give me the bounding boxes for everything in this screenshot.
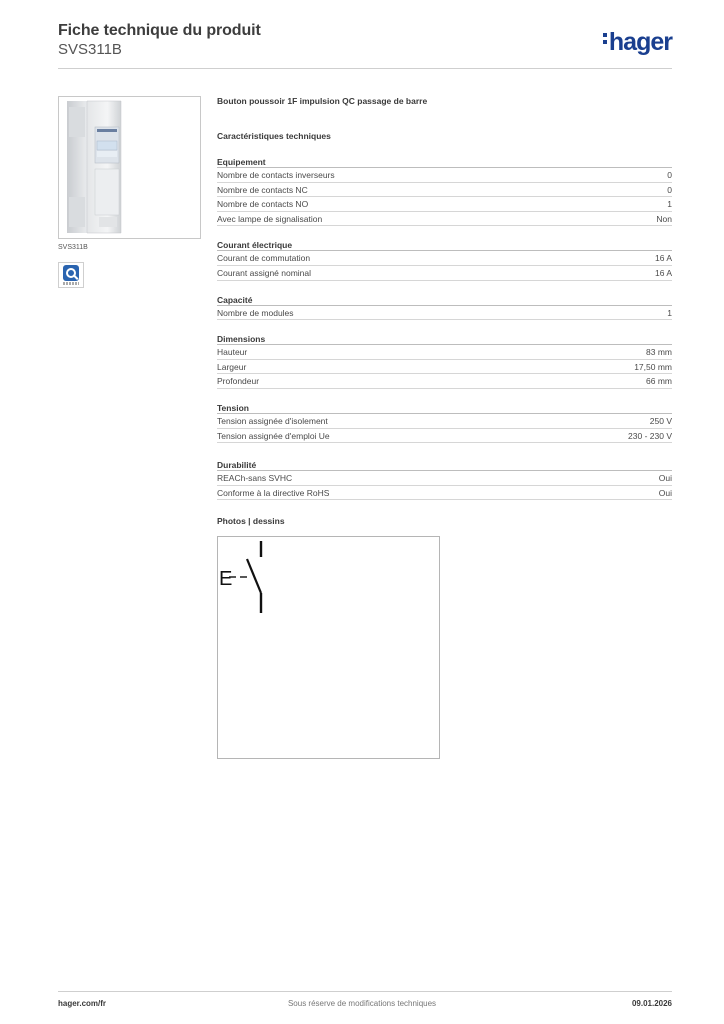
spec-value: Oui — [658, 473, 672, 484]
photos-heading: Photos | dessins — [217, 516, 285, 526]
spec-value: 16 A — [654, 253, 672, 264]
spec-value: 83 mm — [646, 347, 672, 358]
section-title: Tension — [217, 402, 672, 414]
section-title: Courant électrique — [217, 239, 672, 251]
spec-label: Tension assignée d'isolement — [217, 415, 328, 426]
spec-label: Avec lampe de signalisation — [217, 213, 323, 224]
spec-label: Hauteur — [217, 347, 248, 358]
spec-label: REACh-sans SVHC — [217, 473, 293, 484]
spec-row — [217, 251, 672, 266]
spec-row — [217, 197, 672, 212]
section-title: Capacité — [217, 294, 672, 306]
spec-label: Courant assigné nominal — [217, 267, 312, 278]
spec-row — [217, 345, 672, 360]
spec-section-dimensions — [217, 333, 672, 389]
spec-section-tension — [217, 402, 672, 443]
pushbutton-contact-symbol-icon — [218, 537, 439, 758]
section-title: Equipement — [217, 156, 672, 168]
footer-website-link[interactable]: hager.com/fr — [58, 999, 107, 1008]
document-header — [58, 22, 261, 58]
spec-row — [217, 266, 672, 281]
spec-value: 17,50 mm — [634, 361, 672, 372]
product-photo — [58, 96, 201, 239]
spec-value: 66 mm — [646, 376, 672, 387]
spec-row — [217, 471, 672, 486]
spec-label: Courant de commutation — [217, 253, 311, 264]
footer-divider — [58, 991, 672, 992]
footer-date: 09.01.2026 — [631, 999, 672, 1008]
spec-row — [217, 429, 672, 444]
spec-section-courant — [217, 239, 672, 280]
quality-badge-icon — [58, 262, 84, 288]
spec-value: Non — [656, 213, 672, 224]
push-button-module-icon — [59, 97, 200, 238]
product-reference: SVS311B — [58, 41, 122, 58]
spec-label: Nombre de contacts inverseurs — [217, 170, 335, 180]
spec-value: 16 A — [654, 267, 672, 278]
spec-row — [217, 360, 672, 375]
specifications-content — [217, 96, 672, 500]
spec-row — [217, 306, 672, 321]
spec-section-capacite — [217, 294, 672, 321]
specs-heading: Caractéristiques techniques — [217, 131, 331, 141]
spec-label: Profondeur — [217, 376, 260, 387]
drawing-letter: E — [219, 568, 233, 590]
spec-row — [217, 486, 672, 501]
spec-value: 1 — [667, 199, 672, 210]
spec-row — [217, 183, 672, 198]
spec-row — [217, 212, 672, 227]
logo-dots-icon — [603, 33, 607, 47]
hager-logo — [603, 28, 672, 57]
logo-text: hager — [608, 28, 672, 56]
spec-value: 0 — [667, 184, 672, 195]
spec-label: Nombre de contacts NC — [217, 184, 308, 195]
spec-value: 230 - 230 V — [628, 430, 672, 441]
spec-value: Oui — [658, 487, 672, 498]
spec-label: Tension assignée d'emploi Ue — [217, 430, 330, 441]
spec-label: Nombre de modules — [217, 307, 294, 318]
product-description: Bouton poussoir 1F impulsion QC passage de barre — [217, 96, 428, 106]
schematic-drawing — [217, 536, 440, 759]
header-divider — [58, 68, 672, 69]
footer-disclaimer: Sous réserve de modifications techniques — [287, 999, 437, 1008]
spec-section-durabilite — [217, 459, 672, 500]
spec-label: Largeur — [217, 361, 247, 372]
spec-value: 0 — [667, 170, 672, 180]
section-title: Dimensions — [217, 333, 672, 345]
spec-value: 250 V — [649, 415, 672, 426]
spec-label: Conforme à la directive RoHS — [217, 487, 330, 498]
spec-section-equipement — [217, 156, 672, 226]
spec-row — [217, 374, 672, 389]
photo-caption: SVS311B — [58, 244, 88, 251]
spec-row — [217, 414, 672, 429]
spec-label: Nombre de contacts NO — [217, 199, 309, 210]
spec-value: 1 — [667, 307, 672, 318]
spec-row — [217, 168, 672, 183]
section-title: Durabilité — [217, 459, 672, 471]
document-title: Fiche technique du produit — [58, 22, 261, 39]
